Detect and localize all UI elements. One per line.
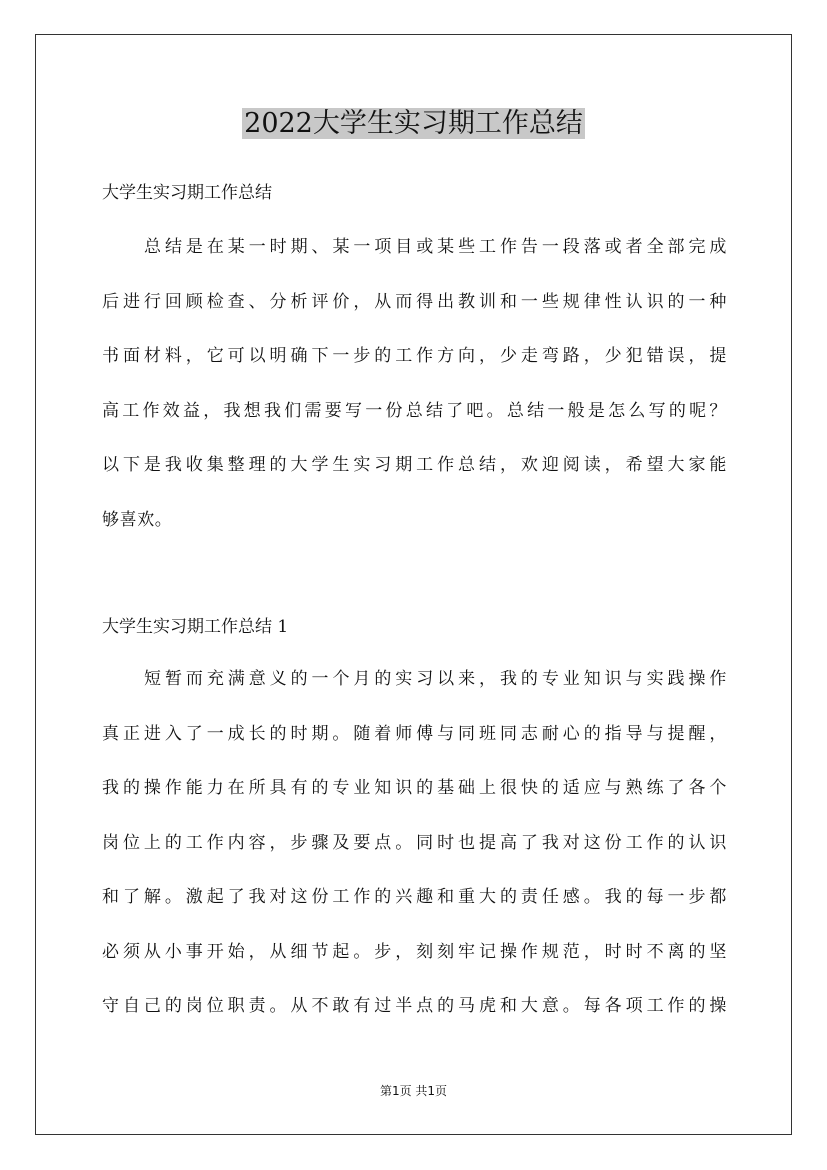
section1-paragraph <box>102 652 727 1034</box>
paragraph-line: 书面材料，它可以明确下一步的工作方向，少走弯路，少犯错误，提 <box>102 346 727 366</box>
document-title-text: 2022大学生实习期工作总结 <box>244 108 583 139</box>
intro-paragraph <box>102 220 727 547</box>
paragraph-line: 高工作效益，我想我们需要写一份总结了吧。总结一般是怎么写的呢？ <box>102 400 727 421</box>
paragraph-line: 后进行回顾检查、分析评价，从而得出教训和一些规律性认识的一种 <box>102 291 727 312</box>
intro-heading: 大学生实习期工作总结 <box>102 183 272 203</box>
paragraph-line: 我的操作能力在所具有的专业知识的基础上很快的适应与熟练了各个 <box>102 778 727 798</box>
paragraph-line: 够喜欢。 <box>102 509 173 530</box>
paragraph-line: 以下是我收集整理的大学生实习期工作总结，欢迎阅读，希望大家能 <box>102 455 727 475</box>
page-number-footer: 第1页 共1页 <box>379 1084 448 1098</box>
paragraph-line: 守自己的岗位职责。从不敢有过半点的马虎和大意。每各项工作的操 <box>102 996 727 1016</box>
paragraph-line: 总结是在某一时期、某一项目或某些工作告一段落或者全部完成 <box>144 237 727 257</box>
paragraph-line: 短暂而充满意义的一个月的实习以来，我的专业知识与实践操作 <box>144 669 727 689</box>
paragraph-line: 必须从小事开始，从细节起。步，刻刻牢记操作规范，时时不离的坚 <box>102 941 727 962</box>
paragraph-line: 和了解。激起了我对这份工作的兴趣和重大的责任感。我的每一步都 <box>102 887 727 907</box>
paragraph-line: 岗位上的工作内容，步骤及要点。同时也提高了我对这份工作的认识 <box>102 832 727 853</box>
paragraph-line: 真正进入了一成长的时期。随着师傅与同班同志耐心的指导与提醒， <box>102 723 727 744</box>
document-title <box>0 104 827 144</box>
section1-heading: 大学生实习期工作总结 1 <box>102 617 289 637</box>
